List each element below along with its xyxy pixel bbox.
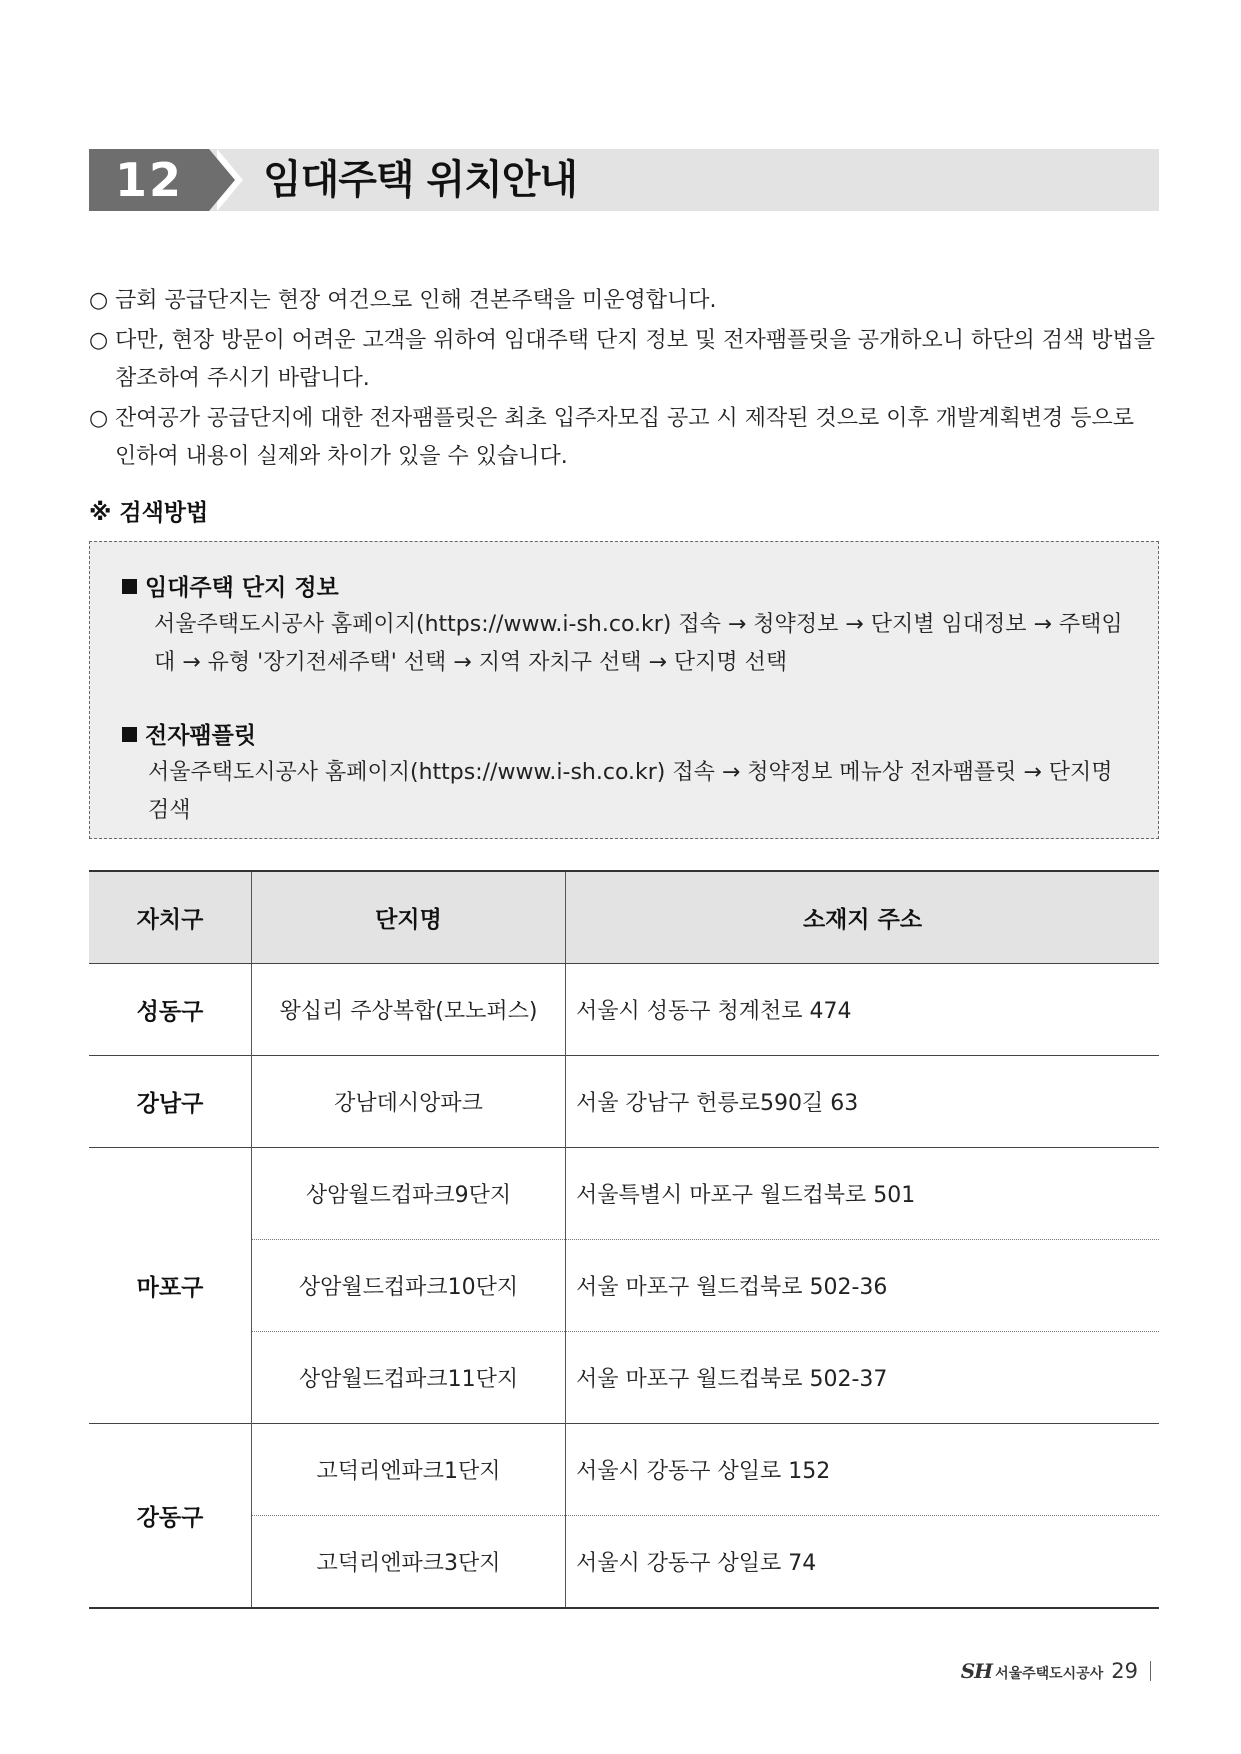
- notice-text: 잔여공가 공급단지에 대한 전자팸플릿은 최초 입주자모집 공고 시 제작된 것으로 이후 개발계획변경 등으로 인하여 내용이 실제와 차이가 있을 수 있습니다.: [115, 406, 1135, 469]
- search-section-body: 서울주택도시공사 홈페이지(https://www.i-sh.co.kr) 접속 → 청약정보 메뉴상 전자팸플릿 → 단지명 검색: [148, 760, 1113, 823]
- complex-name-cell: 상암월드컵파크9단지: [252, 1148, 566, 1240]
- notice-text: 금회 공급단지는 현장 여건으로 인해 견본주택을 미운영합니다.: [115, 288, 717, 313]
- table-row: [89, 1056, 1159, 1148]
- address-cell: 서울특별시 마포구 월드컵북로 501: [566, 1148, 1160, 1240]
- address-cell: 서울 마포구 월드컵북로 502-36: [566, 1240, 1160, 1332]
- circle-bullet-icon: ○: [89, 288, 109, 313]
- notice-item: [89, 400, 1159, 476]
- complex-name-cell: 강남데시앙파크: [252, 1056, 566, 1148]
- location-table: [89, 870, 1159, 1609]
- complex-name-cell: 상암월드컵파크11단지: [252, 1332, 566, 1424]
- search-section-heading: [122, 718, 1132, 754]
- search-section-heading: [122, 570, 1132, 606]
- address-cell: 서울시 강동구 상일로 74: [566, 1516, 1160, 1609]
- search-method-title: ※ 검색방법: [89, 500, 209, 526]
- square-bullet-icon: [122, 579, 137, 594]
- footer-org-name: 서울주택도시공사: [995, 1666, 1104, 1682]
- address-cell: 서울시 강동구 상일로 152: [566, 1424, 1160, 1516]
- circle-bullet-icon: ○: [89, 328, 109, 353]
- complex-name-cell: 고덕리엔파크1단지: [252, 1424, 566, 1516]
- notice-text: 다만, 현장 방문이 어려운 고객을 위하여 임대주택 단지 정보 및 전자팸플릿을 공개하오니 하단의 검색 방법을 참조하여 주시기 바랍니다.: [115, 328, 1155, 391]
- address-cell: 서울 마포구 월드컵북로 502-37: [566, 1332, 1160, 1424]
- table-header-row: [89, 871, 1159, 964]
- search-method-box: [89, 541, 1159, 839]
- column-header-district: 자치구: [89, 871, 252, 964]
- square-bullet-icon: [122, 727, 137, 742]
- address-cell: 서울시 성동구 청계천로 474: [566, 964, 1160, 1056]
- search-section-body: 서울주택도시공사 홈페이지(https://www.i-sh.co.kr) 접속 → 청약정보 → 단지별 임대정보 → 주택임대 → 유형 '장기전세주택' 선택 → 지역 자치구 선택 → 단지명 선택: [154, 612, 1123, 675]
- table-row: [89, 1148, 1159, 1240]
- district-cell: 성동구: [89, 964, 252, 1056]
- complex-name-cell: 왕십리 주상복합(모노퍼스): [252, 964, 566, 1056]
- complex-name-cell: 상암월드컵파크10단지: [252, 1240, 566, 1332]
- district-cell: 마포구: [89, 1148, 252, 1424]
- section-number: 12: [89, 149, 209, 211]
- column-header-complex: 단지명: [252, 871, 566, 964]
- header-arrow: [209, 149, 235, 211]
- footer-divider: [1150, 1661, 1151, 1681]
- notice-list: [89, 282, 1159, 478]
- sh-logo: SH: [960, 1659, 993, 1683]
- page-footer: [961, 1656, 1151, 1686]
- search-section-heading-text: 임대주택 단지 정보: [145, 575, 339, 601]
- notice-item: [89, 322, 1159, 398]
- district-cell: 강남구: [89, 1056, 252, 1148]
- address-cell: 서울 강남구 헌릉로590길 63: [566, 1056, 1160, 1148]
- column-header-address: 소재지 주소: [566, 871, 1160, 964]
- page-number: 29: [1111, 1659, 1138, 1683]
- table-row: [89, 1424, 1159, 1516]
- search-section-heading-text: 전자팸플릿: [145, 723, 257, 749]
- search-section-epamphlet: [122, 718, 1132, 830]
- page-title: 임대주택 위치안내: [263, 157, 578, 203]
- search-section-complex-info: [122, 570, 1132, 682]
- circle-bullet-icon: ○: [89, 406, 109, 431]
- notice-item: [89, 282, 1159, 320]
- complex-name-cell: 고덕리엔파크3단지: [252, 1516, 566, 1609]
- section-header: [89, 149, 1159, 211]
- table-row: [89, 964, 1159, 1056]
- district-cell: 강동구: [89, 1424, 252, 1609]
